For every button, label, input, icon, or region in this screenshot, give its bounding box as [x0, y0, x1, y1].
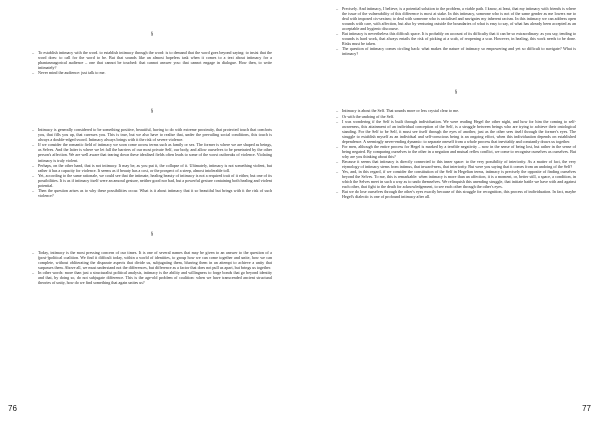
- left-page: [0, 0, 299, 425]
- page-number: 77: [582, 404, 591, 413]
- paragraph: – Intimacy is about the Self. That sounds more or less crystal clear to me.: [336, 108, 576, 113]
- paragraph: – Today, intimacy is the most pressing concern of our times. It is one of several names that may be given to an answer to the question of a (post-)political coalition. We find it difficult today, within a world of identities, to group how we can come together and unite, how we can complete, without obliterating the disparate aspects that divide us, subjugating them, blurring them in an attempt to achieve a unity that surpasses them. Above all, we must understand not the differences, but difference as a factor that does not pull us apart, but brings us together.: [32, 250, 272, 270]
- paragraph: – For men, although the entire process for Hegel is marked by a terrible negativity – now in the sense of being lost, but rather in the sense of being negated. By comparing ourselves to the other in a negation and mutual reflex conflict, we come to recognise ourselves as ourselves. But why are you thinking about this?: [336, 144, 576, 159]
- left-text-column: [32, 32, 272, 285]
- section-marker: §: [150, 231, 154, 237]
- paragraph: – Yes, and, in this regard, if we consider the constitution of the Self in Hegelian terms, intimacy is precisely the opposite of finding ourselves beyond the Selves. To me, this is remarkable: when intimacy is more than an affection, it is a moment, or, better still, a space, a condition, in which the Selves meet in such a way as to undo themselves. We relinquish this unending struggle, that initiate battle we have with and against each other, that fight to the death for acknowledgement, to see each other through the other's eyes.: [336, 169, 576, 189]
- right-text-column: [336, 6, 576, 199]
- section-marker: §: [150, 109, 154, 115]
- right-page: [300, 0, 599, 425]
- page-number: 76: [8, 404, 17, 413]
- paragraph: – The question of intimacy comes circling back: what makes the nature of intimacy so empowering and yet so difficult to navigate? What is intimacy?: [336, 46, 576, 56]
- section-marker: §: [454, 90, 458, 96]
- paragraph: – But intimacy is nevertheless this difficult space. It is probably on account of its difficulty that it can be so extraordinary: as you say, tending to wounds is hard work, that always entails the risk of picking at a scab, of reopening a scar. However, in healing, this work needs to be done. Risks must be taken.: [336, 31, 576, 46]
- paragraph: – Intimacy is generally considered to be something positive, beautiful, having to do with extreme proximity, that protected touch that comforts you, that fills you up, that caresses you. This is true, but we also have to realise that, under the prevailing social conditions, this touch is always a double-edged sword. Intimacy always brings with it the risk of severe violence.: [32, 127, 272, 142]
- paragraph: – I was wondering if the Self is built through individuation. We were reading Hegel the other night, and how for him the coming to self-awareness, this attainment of an individual conception of the Self, is a struggle between beings who are trying to achieve their ontological standing. For the Self to be Self, it must see itself through the eyes of another, just as the other sees itself through the former's eyes. The struggle to establish myself as an individual and self-conscious being is an ongoing effort, when this individuation depends on established dependence. A seemingly never-ending dynamic: to separate oneself from a whole process that inevitably and constantly draws us together.: [336, 119, 576, 144]
- paragraph: – Never mind the audience: just talk to me.: [32, 70, 272, 75]
- paragraph: – Precisely. And intimacy, I believe, is a potential solution to the problem, a viable path. I know, at least, that my intimacy with friends is where the issue of the vulnerability of this difference is most at stake. In this intimacy, someone who is not of the same gender as me lowers me to deal with imposed cis-sexism; to deal with someone who is racialised and navigates my inherent racism. In this intimacy we can address open wounds with care, with affection, but also by venturing outside the boundaries of what is easy to say, of what has already been accepted as an acceptable and hygienic discourse.: [336, 6, 576, 31]
- section-marker: §: [150, 32, 154, 37]
- paragraph: – Yet, according to the same rationale, we could see that the intimate, healing beauty of intimacy is not a required trait of it either, but one of its possibilities. It is as if intimacy itself were an amoral gesture, neither good nor bad, but a powerful gesture containing both healing and violent potential.: [32, 173, 272, 188]
- paragraph: – To establish intimacy with the word. to establish intimacy through the word: is to demand that the word goes beyond saying: to insist that the word does: to call for the word to be. But that sounds like an almost hopeless task when it comes to a text about intimacy for a phantasmagorical audience – one that cannot be touched: that cannot answer you: that cannot engage in dialogue. How then, to write intimately?: [32, 50, 272, 70]
- paragraph: – But we do lose ourselves through the other's eyes exactly because of this struggle for recognition, this process of individuation. In fact, maybe Hegel's dialectic is one of profound intimacy after all.: [336, 189, 576, 199]
- paragraph: – Or with the undoing of the Self.: [336, 114, 576, 119]
- paragraph: – If we consider the romantic field of intimacy we soon come across terms such as family or sex. The former is where we are shaped as beings, as Selves. And the latter is where we let fall the barriers of our most private Self, our body, and allow ourselves to be penetrated by the other person's affection. We are well aware that tearing down these idealised fields often leads to some of the worst outbreaks of violence. Violating intimacy is truly violent.: [32, 142, 272, 162]
- paragraph: – Then the question arises as to why these possibilities occur. What is it about intimacy that it so beautiful but brings with it the risk of such violence?: [32, 188, 272, 198]
- paragraph: – Perhaps, on the other hand, that is not intimacy. It may be, as you put it, the collapse of it. Ultimately, intimacy is not something violent, but rather it has a capacity for violence. It seems as if beauty has a cost, or the prospect of a steep, almost intolerable toll.: [32, 163, 272, 173]
- paragraph: – Because it seems that intimacy is directly connected to this inner space: to the very possibility of interiority. As a matter of fact, the very etymology of intimacy stems from intimus, that inward-ness, that interiority. But were you saying that it comes from an undoing of the Self?: [336, 159, 576, 169]
- paragraph: – In other words: more than just a structuralist political analysis, intimacy is the ability and willingness to forge bonds that go beyond identity and that, by doing so, do not subjugate difference. This is the age-old problem of coalition: when we have transcended ancient structural theories of unity, how do we find something that again unites us?: [32, 270, 272, 285]
